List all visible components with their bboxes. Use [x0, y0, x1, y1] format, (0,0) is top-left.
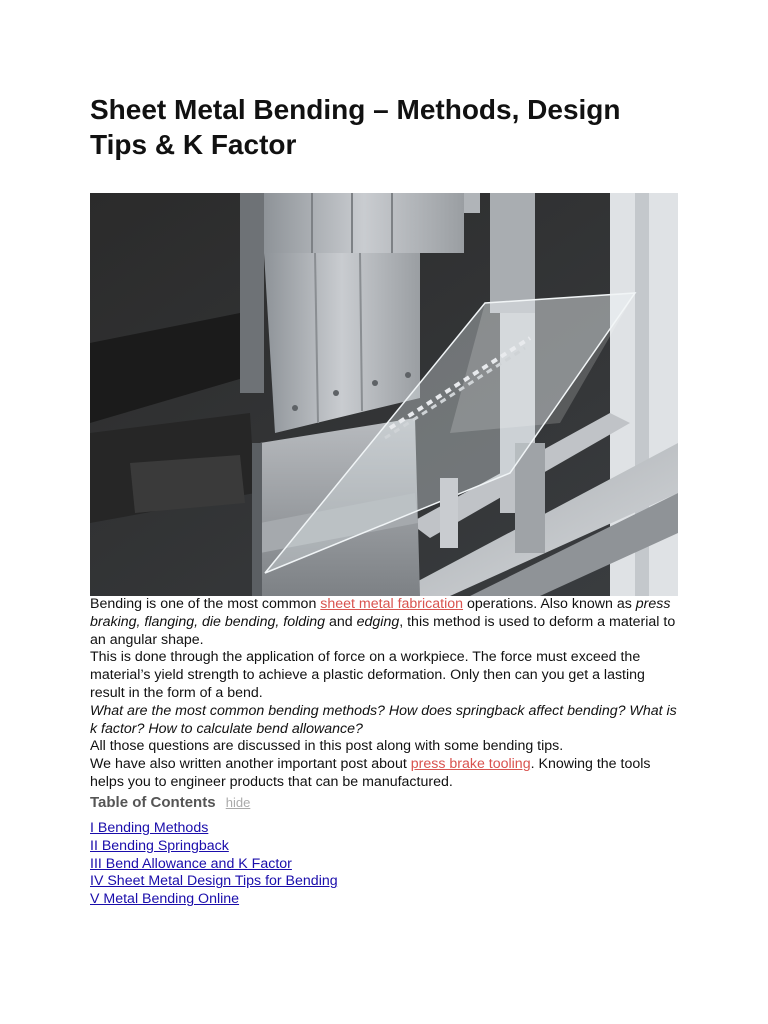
article-title: Sheet Metal Bending – Methods, Design Tips & K Factor: [90, 94, 621, 160]
toc-heading-row: [90, 793, 680, 813]
toc-hide-toggle[interactable]: hide: [225, 795, 251, 810]
toc-item: [90, 820, 680, 838]
toc-heading: Table of Contents: [90, 794, 216, 811]
toc-link-design-tips[interactable]: IV Sheet Metal Design Tips for Bending: [90, 873, 338, 890]
toc-link-bending-methods[interactable]: I Bending Methods: [90, 820, 209, 836]
intro-text-1: Bending is one of the most common: [90, 596, 321, 612]
intro-text-2: operations. Also known as: [463, 596, 636, 612]
discussion-paragraph: All those questions are discussed in this post along with some bending tips.: [90, 738, 564, 755]
intro-paragraph: [90, 596, 680, 649]
force-paragraph: This is done through the application of force on a workpiece. The force must exceed the material’s yield strength to achieve a plastic deformation. Only then can you get a lasting result in the form of a bend.: [90, 649, 645, 701]
table-of-contents: [90, 793, 680, 909]
press-brake-illustration: [90, 193, 678, 596]
tooling-text-1: We have also written another important post about: [90, 756, 411, 773]
intro-italic-2: edging: [356, 613, 400, 630]
article-body: [90, 596, 680, 792]
toc-item: [90, 891, 680, 909]
tooling-text-2: . Knowing the tools helps you to engineer products that can be manufactured.: [90, 756, 651, 790]
toc-item: [90, 873, 680, 891]
toc-item: [90, 856, 680, 874]
toc-item: [90, 838, 680, 856]
intro-text-4: , this method is used to deform a material to an angular shape.: [90, 613, 676, 648]
intro-text-3: and: [325, 613, 357, 630]
questions-italic: What are the most common bending methods? How does springback affect bending? What is k factor? How to calculate bend allowance?: [90, 702, 677, 737]
tooling-paragraph: [90, 756, 680, 792]
toc-link-bending-online[interactable]: V Metal Bending Online: [90, 891, 240, 908]
toc-link-bending-springback[interactable]: II Bending Springback: [90, 837, 229, 854]
toc-list: [90, 820, 680, 909]
intro-italic-1: press braking, flanging, die bending, folding: [90, 596, 671, 630]
toc-link-bend-allowance[interactable]: III Bend Allowance and K Factor: [90, 855, 292, 872]
hero-image: [90, 193, 678, 596]
press-brake-tooling-link[interactable]: press brake tooling: [410, 756, 531, 773]
questions-paragraph: [90, 703, 680, 739]
sheet-metal-fabrication-link[interactable]: sheet metal fabrication: [320, 596, 464, 612]
